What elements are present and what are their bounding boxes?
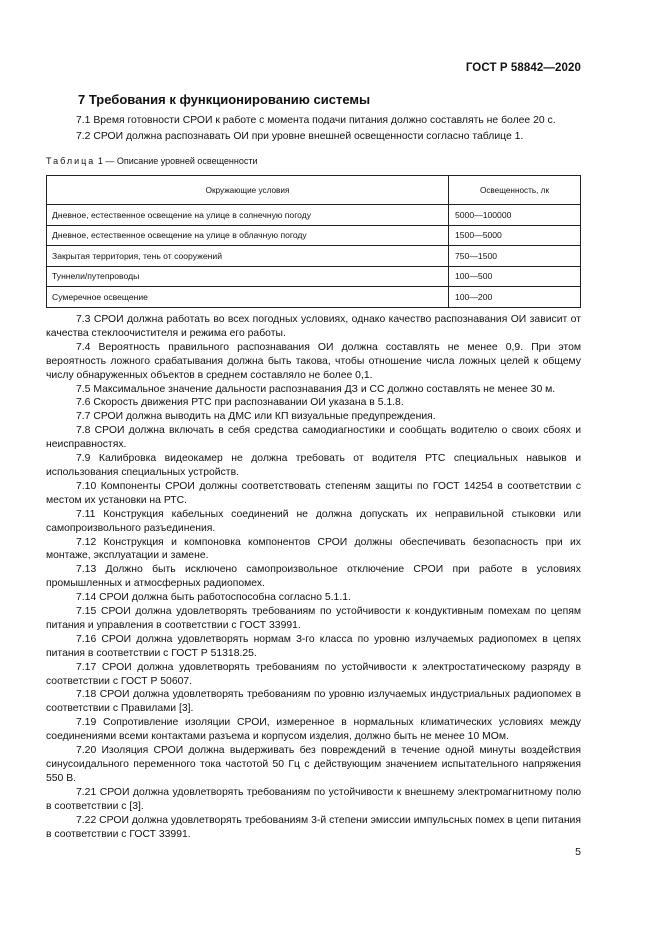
table-header-row bbox=[47, 176, 581, 205]
cell-condition: Дневное, естественное освещение на улице в облачную погоду bbox=[47, 225, 449, 246]
paragraph-7-20: 7.20 Изоляция СРОИ должна выдерживать без повреждений в течение одной минуты воздействия синусоидального переменного тока частотой 50 Гц с действующим значением испытательного напряжения 550 В. bbox=[46, 745, 581, 784]
page-number: 5 bbox=[575, 846, 581, 858]
paragraph-7-18: 7.18 СРОИ должна удовлетворять требованиям по уровню излучаемых индустриальных радиопомех в соответствии с Правилами [3]. bbox=[46, 689, 581, 715]
header-illumination: Освещенность, лк bbox=[449, 176, 581, 205]
paragraph-7-1: 7.1 Время готовности СРОИ к работе с момента подачи питания должно составлять не более 20 с. bbox=[76, 115, 556, 126]
paragraph-7-11: 7.11 Конструкция кабельных соединений не должна допускать их неправильной стыковки или самопроизвольного разъединения. bbox=[46, 508, 581, 534]
cell-condition: Закрытая территория, тень от сооружений bbox=[47, 246, 449, 267]
standard-number: ГОСТ Р 58842—2020 bbox=[465, 62, 581, 74]
cell-condition: Дневное, естественное освещение на улице в солнечную погоду bbox=[47, 205, 449, 226]
paragraph-7-4: 7.4 Вероятность правильного распознавания ОИ должна составлять не менее 0,9. При этом вероятность ложного срабатывания должна быть такова, чтобы отношение числа ложных целей к общему числу обнаруженных объектов в среднем составляло не более 0,1. bbox=[46, 341, 581, 381]
table-row bbox=[47, 246, 581, 267]
requirements-body bbox=[46, 313, 581, 841]
paragraph-7-16: 7.16 СРОИ должна удовлетворять нормам 3-го класса по уровню излучаемых радиопомех в цепях питания в соответствии с ГОСТ Р 51318.25. bbox=[46, 633, 581, 659]
paragraph-7-17: 7.17 СРОИ должна удовлетворять требованиям по устойчивости к электростатическому разряду в соответствии с ГОСТ Р 50607. bbox=[46, 661, 581, 687]
table-row bbox=[47, 287, 581, 308]
paragraph-7-15: 7.15 СРОИ должна удовлетворять требованиям по устойчивости к кондуктивным помехам по цепям питания и управления в соответствии с ГОСТ 33991. bbox=[46, 606, 581, 631]
table-row bbox=[47, 225, 581, 246]
header-conditions: Окружающие условия bbox=[47, 176, 449, 205]
cell-illumination: 5000—100000 bbox=[449, 205, 581, 226]
cell-illumination: 750—1500 bbox=[449, 246, 581, 267]
paragraph-7-5: 7.5 Максимальное значение дальности распознавания ДЗ и СС должно составлять не менее 30 м. bbox=[76, 383, 556, 395]
intro-paragraphs bbox=[46, 113, 584, 145]
cell-condition: Сумеречное освещение bbox=[47, 287, 449, 308]
paragraph-7-10: 7.10 Компоненты СРОИ должны соответствовать степеням защиты по ГОСТ 14254 в соответствии с местом их установки на РТС. bbox=[46, 480, 581, 506]
paragraph-7-13: 7.13 Должно быть исключено самопроизвольное отключение СРОИ при работе в условиях промышленных и атмосферных радиопомех. bbox=[46, 564, 581, 590]
paragraph-7-8: 7.8 СРОИ должна включать в себя средства самодиагностики и сообщать водителю о своих сбоях и неисправностях. bbox=[46, 425, 581, 451]
paragraph-7-3: 7.3 СРОИ должна работать во всех погодных условиях, однако качество распознавания ОИ зависит от качества стеклоочистителя и режима его работы. bbox=[46, 314, 581, 339]
paragraph-7-7: 7.7 СРОИ должна выводить на ДМС или КП визуальные предупреждения. bbox=[76, 411, 436, 423]
paragraph-7-12: 7.12 Конструкция и компоновка компонентов СРОИ должны обеспечивать безопасность при их монтаже, эксплуатации и замене. bbox=[46, 536, 581, 562]
paragraph-7-9: 7.9 Калибровка видеокамер не должна требовать от водителя РТС специальных навыков и использования специальных устройств. bbox=[46, 453, 581, 478]
cell-illumination: 100—500 bbox=[449, 266, 581, 287]
table-caption-text: 1 — Описание уровней освещенности bbox=[97, 156, 258, 166]
paragraph-7-14: 7.14 СРОИ должна быть работоспособна согласно 5.1.1. bbox=[76, 592, 351, 604]
paragraph-7-6: 7.6 Скорость движения РТС при распознавании ОИ указана в 5.1.8. bbox=[76, 397, 404, 409]
paragraph-7-19: 7.19 Сопротивление изоляции СРОИ, измеренное в нормальных климатических условиях между соединениями всеми контактами разъема и корпусом изделия, должно быть не менее 10 МОм. bbox=[46, 717, 581, 743]
table-row bbox=[47, 205, 581, 226]
cell-illumination: 100—200 bbox=[449, 287, 581, 308]
paragraph-7-22: 7.22 СРОИ должна удовлетворять требованиям 3-й степени эмиссии импульсных помех в цепи питания в соответствии с ГОСТ 33991. bbox=[46, 814, 581, 840]
paragraph-7-2: 7.2 СРОИ должна распознавать ОИ при уровне внешней освещенности согласно таблице 1. bbox=[76, 131, 524, 142]
table-caption bbox=[46, 156, 258, 166]
illumination-table bbox=[46, 175, 581, 308]
cell-illumination: 1500—5000 bbox=[449, 225, 581, 246]
section-title: 7 Требования к функционированию системы bbox=[78, 92, 371, 107]
cell-condition: Туннели/путепроводы bbox=[47, 266, 449, 287]
paragraph-7-21: 7.21 СРОИ должна удовлетворять требованиям по устойчивости к внешнему электромагнитному полю в соответствии с [3]. bbox=[46, 786, 581, 812]
table-caption-label: Таблица bbox=[46, 156, 96, 166]
table-row bbox=[47, 266, 581, 287]
